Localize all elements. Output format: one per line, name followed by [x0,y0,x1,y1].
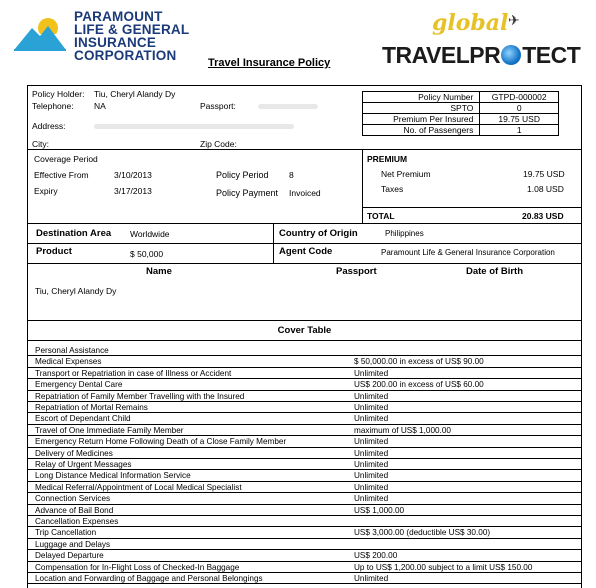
cover-item: Emergency Dental Care [35,380,123,390]
cover-item: Repatriation of Family Member Travelling with the Insured [35,391,245,401]
cover-limit: Unlimited [354,460,389,469]
product-label: Product [36,246,72,257]
country-of-origin-value: Philippines [385,229,424,238]
table-row [28,379,581,390]
cover-limit: Unlimited [354,482,389,492]
divider [362,150,363,223]
policy-number-table [362,91,559,136]
cover-item: Connection Services [35,494,111,504]
table-cell: GTPD-000002 [480,92,559,103]
taxes-value: 1.08 USD [527,184,564,194]
table-row [363,125,559,136]
effective-value: 3/10/2013 [114,170,152,180]
table-cell: 19.75 USD [480,114,559,125]
effective-label: Effective From [34,170,89,180]
document-title: Travel Insurance Policy [208,57,331,69]
cover-item: Delivery of Medicines [35,448,113,458]
airplane-icon: ✈ [508,12,520,28]
brand-tect-text: TECT [522,42,581,68]
cover-item: Personal Assistance [35,346,109,355]
company-line: LIFE & GENERAL [74,22,190,37]
divider [273,244,274,263]
total-value: 20.83 USD [522,211,564,221]
address-redacted [94,124,294,129]
global-travel-protect-logo [382,6,581,72]
table-row [28,368,581,379]
coverage-premium-block [28,150,581,224]
coverage-period-title: Coverage Period [34,154,98,164]
cover-limit: Unlimited [354,471,389,481]
cover-item: Travel of One Immediate Family Member [35,425,184,435]
cover-item: Emergency Return Home Following Death of a Close Family Member [35,437,287,447]
table-row [28,527,581,538]
company-name [74,10,189,62]
zip-label: Zip Code: [200,139,237,149]
net-premium-label: Net Premium [381,169,431,179]
brand-global-text: global [432,10,509,36]
company-line: PARAMOUNT [74,9,163,24]
country-of-origin-label: Country of Origin [279,228,358,239]
cover-item: Transport or Repatriation in case of Illness or Accident [35,368,232,378]
table-row [28,573,581,584]
table-row [28,391,581,402]
product-row [28,244,581,264]
net-premium-value: 19.75 USD [523,169,565,179]
table-row [28,482,581,493]
expiry-value: 3/17/2013 [114,186,152,196]
cover-item: Trip Cancellation [35,528,97,538]
cover-item: Advance of Bail Bond [35,505,114,515]
cover-limit: Unlimited [354,414,389,424]
brand-travel-protect [382,42,580,69]
policy-payment-value: Invoiced [289,188,321,198]
cover-limit: $ 50,000.00 in excess of US$ 90.00 [354,357,484,367]
table-row [28,459,581,470]
product-value: $ 50,000 [130,249,164,259]
cover-item: Medical Referral/Appointment of Local Medical Specialist [35,482,242,492]
table-row [28,402,581,413]
company-line: CORPORATION [74,48,177,63]
brand-travel-text: TRAVEL [382,42,470,68]
table-row [363,114,559,125]
policy-holder-value: Tiu, Cheryl Alandy Dy [94,89,176,99]
cover-limit: Unlimited [354,494,389,504]
cover-limit: maximum of US$ 1,000.00 [354,425,451,435]
cover-table-title: Cover Table [28,321,581,341]
table-row [363,92,559,103]
expiry-label: Expiry [34,186,58,196]
policy-holder-label: Policy Holder: [32,89,85,99]
table-cell: 0 [480,103,559,114]
policy-period-value: 8 [289,170,294,180]
agent-code-label: Agent Code [279,246,333,257]
table-row [28,436,581,447]
table-row [28,562,581,573]
telephone-value: NA [94,101,106,111]
cover-limit: Unlimited [354,448,389,458]
destination-row [28,224,581,244]
cover-limit: Unlimited [354,403,389,412]
table-row [28,516,581,527]
paramount-mountain-logo-icon [12,12,68,52]
passport-label: Passport: [200,101,236,111]
table-row [28,413,581,424]
holder-block [28,86,581,150]
destination-area-value: Worldwide [130,229,170,239]
divider [273,224,274,243]
cover-item: Long Distance Medical Information Service [35,471,191,481]
cover-item: Medical Expenses [35,357,102,367]
cover-limit: US$ 1,000.00 [354,505,405,515]
cover-table [28,321,581,588]
table-row [363,103,559,114]
table-row [28,356,581,367]
destination-area-label: Destination Area [36,228,112,239]
policy-payment-label: Policy Payment [216,188,279,198]
passenger-dob-header: Date of Birth [466,266,523,277]
taxes-label: Taxes [381,184,404,194]
table-row [28,448,581,459]
telephone-label: Telephone: [32,101,74,111]
globe-icon [501,45,521,65]
table-cell: 1 [480,125,559,136]
cover-limit: Unlimited [354,368,389,378]
premium-title: PREMIUM [367,154,408,164]
document-header [0,0,596,84]
agent-code-value: Paramount Life & General Insurance Corporation [381,248,555,257]
cover-item: Delayed Departure [35,551,104,561]
cover-item: Location and Forwarding of Baggage and Personal Belongings [35,574,263,583]
cover-limit: Unlimited [354,391,389,401]
table-row [28,493,581,504]
passengers-block [28,264,581,321]
cover-item: Compensation for In-Flight Loss of Checked-In Baggage [35,562,240,572]
total-label: TOTAL [367,211,395,221]
city-label: City: [32,139,49,149]
passenger-name: Tiu, Cheryl Alandy Dy [35,286,117,296]
address-label: Address: [32,121,66,131]
cover-limit: US$ 3,000.00 (deductible US$ 30.00) [354,528,491,538]
table-row [28,425,581,436]
table-row [28,550,581,561]
cover-item: Escort of Dependant Child [35,414,131,424]
passenger-name-header: Name [146,266,172,277]
table-cell: Policy Number [363,92,480,103]
table-row [28,505,581,516]
brand-pr-text: PR [469,42,501,68]
passenger-passport-header: Passport [336,266,377,277]
cover-limit: Unlimited [354,437,389,447]
cover-limit: US$ 200.00 in excess of US$ 60.00 [354,380,484,390]
policy-form [27,85,582,588]
table-row [28,345,581,356]
cover-item: Repatriation of Mortal Remains [35,403,148,412]
cover-item: Luggage and Delays [35,539,111,549]
cover-limit: US$ 200.00 [354,551,398,561]
policy-period-label: Policy Period [216,170,269,180]
table-cell: No. of Passengers [363,125,480,136]
cover-item: Cancellation Expenses [35,517,119,526]
table-cell: Premium Per Insured [363,114,480,125]
company-line: INSURANCE [74,35,157,50]
table-cell: SPTO [363,103,480,114]
passport-redacted [258,104,318,109]
total-divider [362,207,581,208]
cover-limit: Up to US$ 1,200.00 subject to a limit US$ 150.00 [354,562,533,572]
cover-item: Relay of Urgent Messages [35,460,132,469]
table-row [28,470,581,481]
table-row [28,539,581,550]
cover-limit: Unlimited [354,574,389,583]
